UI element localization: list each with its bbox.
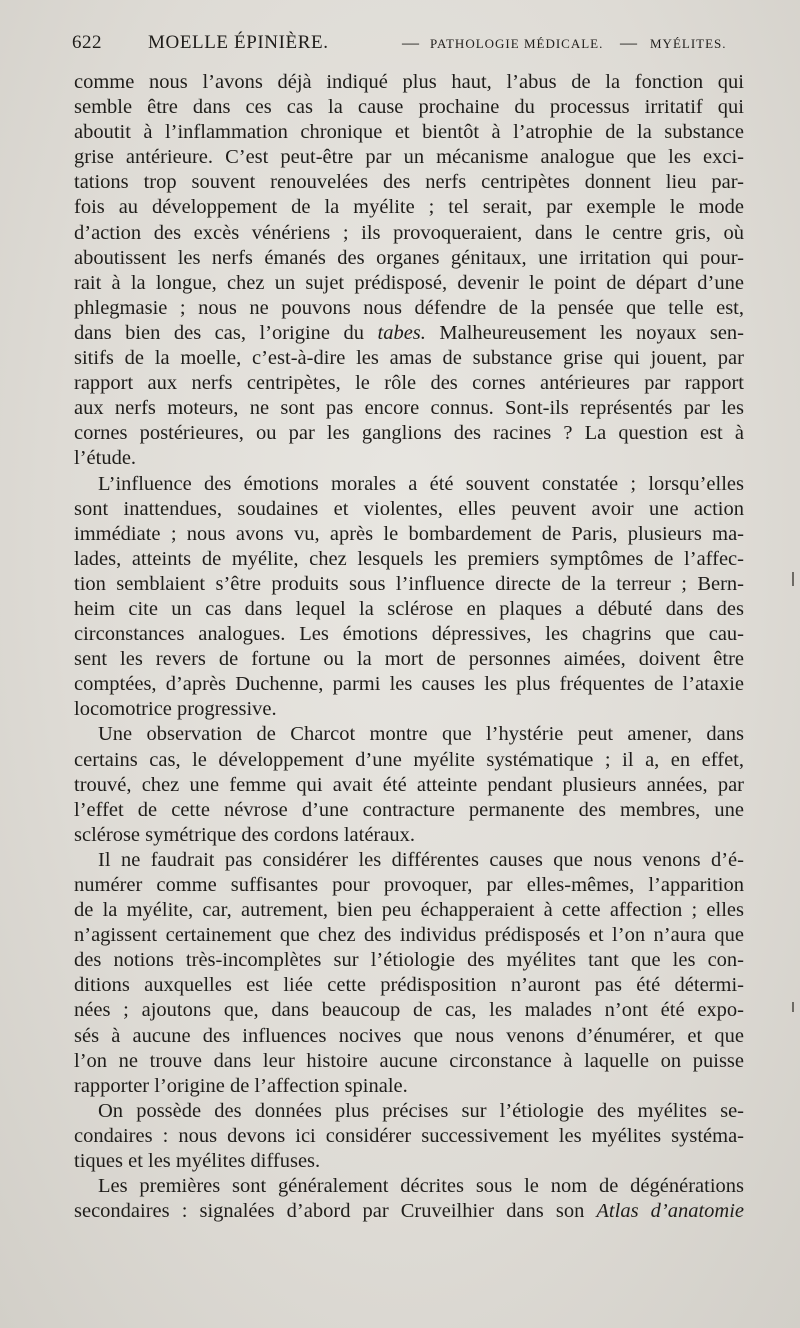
text-line: aboutissent les nerfs émanés des organes génitaux, une irritation qui pour- xyxy=(74,246,744,269)
text-line: nées ; ajoutons que, dans beaucoup de cas, les malades n’ont été expo- xyxy=(74,999,744,1022)
page-number: 622 xyxy=(72,32,102,53)
text-line: comme nous l’avons déjà indiqué plus haut, l’abus de la fonction qui xyxy=(74,71,744,93)
paragraph xyxy=(74,70,744,472)
text-line: n’agissent certainement que chez des individus prédisposés et l’on n’aura que xyxy=(74,924,744,947)
text-line: tiques et les myélites diffuses. xyxy=(74,1150,321,1173)
text-line: ditions auxquelles est liée cette prédisposition n’auront pas été détermi- xyxy=(74,974,744,997)
text-line: rapporter l’origine de l’affection spinale. xyxy=(74,1074,408,1097)
header-separator: — xyxy=(620,33,637,52)
text-line: tations trop souvent renouvelées des nerfs centripètes donnent lieu par- xyxy=(74,171,744,194)
text-segment: Malheureusement les noyaux sen- xyxy=(425,321,745,344)
paragraph xyxy=(74,848,744,1099)
text-segment: dans bien des cas, l’origine du xyxy=(74,321,378,344)
text-line: l’effet de cette névrose d’une contracture permanente des membres, une xyxy=(74,798,744,821)
text-line: trouvé, chez une femme qui avait été atteinte pendant plusieurs années, par xyxy=(74,773,744,796)
text-line: sclérose symétrique des cordons latéraux. xyxy=(74,823,415,846)
running-header xyxy=(72,32,762,58)
text-line: fois au développement de la myélite ; tel serait, par exemple le mode xyxy=(74,196,744,219)
text-line: Il ne faudrait pas considérer les différentes causes que nous venons d’é- xyxy=(98,848,744,871)
text-line: lades, atteints de myélite, chez lesquels les premiers symptômes de l’affec- xyxy=(74,547,744,570)
italic-term: Atlas d’anatomie xyxy=(596,1200,744,1223)
paragraph xyxy=(74,722,744,847)
text-line: de la myélite, car, autrement, bien peu échapperaient à cette affection ; elles xyxy=(74,899,744,922)
running-title: MOELLE ÉPINIÈRE. xyxy=(148,32,329,53)
text-line: sont inattendues, soudaines et violentes, elles peuvent avoir une action xyxy=(74,497,744,520)
text-line xyxy=(74,1199,744,1224)
paragraph xyxy=(74,472,744,723)
text-line: grise antérieure. C’est peut-être par un mécanisme analogue que les exci- xyxy=(74,146,744,169)
margin-mark xyxy=(792,572,794,586)
text-line: sent les revers de fortune ou la mort de personnes aimées, doivent être xyxy=(74,648,744,671)
text-line: Une observation de Charcot montre que l’hystérie peut amener, dans xyxy=(98,723,744,746)
italic-term: tabes. xyxy=(377,321,426,344)
header-separator: — xyxy=(402,33,419,52)
text-line: condaires : nous devons ici considérer successivement les myélites systéma- xyxy=(74,1124,744,1147)
text-line: numérer comme suffisantes pour provoquer, par elles-mêmes, l’apparition xyxy=(74,874,744,896)
text-line: sitifs de la moelle, c’est-à-dire les amas de substance grise qui jouent, par xyxy=(74,347,744,370)
text-line: rait à la longue, chez un sujet prédisposé, devenir le point de départ d’une xyxy=(74,271,744,294)
text-line: sés à aucune des influences nocives que nous venons d’énumérer, et que xyxy=(74,1024,744,1047)
text-line: locomotrice progressive. xyxy=(74,698,277,721)
running-section: PATHOLOGIE MÉDICALE. xyxy=(430,36,604,51)
text-line: heim cite un cas dans lequel la sclérose en plaques a débuté dans des xyxy=(74,597,744,620)
text-line: des notions très-incomplètes sur l’étiologie des myélites tant que les con- xyxy=(74,949,744,972)
running-subsection: MYÉLITES. xyxy=(650,36,727,51)
text-line: l’on ne trouve dans leur histoire aucune circonstance à laquelle on puisse xyxy=(74,1049,744,1072)
margin-mark xyxy=(792,1002,794,1012)
text-line: tion semblaient s’être produits sous l’influence directe de la terreur ; Bern- xyxy=(74,572,744,595)
text-line: d’action des excès vénériens ; ils provoqueraient, dans le centre gris, où xyxy=(74,221,744,244)
text-line: L’influence des émotions morales a été souvent constatée ; lorsqu’elles xyxy=(98,472,744,495)
body-text xyxy=(74,70,744,1224)
text-line: comptées, d’après Duchenne, parmi les causes les plus fréquentes de l’ataxie xyxy=(74,673,744,696)
text-line: cornes postérieures, ou par les ganglions des racines ? La question est à xyxy=(74,422,744,445)
text-line: certains cas, le développement d’une myélite systématique ; il a, en effet, xyxy=(74,748,744,771)
text-line: aux nerfs moteurs, ne sont pas encore connus. Sont-ils représentés par les xyxy=(74,397,744,420)
text-line: circonstances analogues. Les émotions dépressives, les chagrins que cau- xyxy=(74,623,744,646)
text-line: l’étude. xyxy=(74,447,137,470)
text-line: On possède des données plus précises sur l’étiologie des myélites se- xyxy=(98,1099,744,1122)
text-line: rapport aux nerfs centripètes, le rôle des cornes antérieures par rapport xyxy=(74,372,744,395)
text-line: semble être dans ces cas la cause prochaine du processus irritatif qui xyxy=(74,96,744,119)
paragraph xyxy=(74,1099,744,1174)
text-line: aboutit à l’inflammation chronique et bientôt à l’atrophie de la substance xyxy=(74,121,744,144)
text-line: phlegmasie ; nous ne pouvons nous défendre de la pensée que telle est, xyxy=(74,296,744,319)
paragraph xyxy=(74,1174,744,1224)
text-segment: secondaires : signalées d’abord par Cruveilhier dans son xyxy=(74,1200,597,1223)
text-line: immédiate ; nous avons vu, après le bombardement de Paris, plusieurs ma- xyxy=(74,522,744,545)
text-line xyxy=(74,321,744,346)
text-line: Les premières sont généralement décrites sous le nom de dégénérations xyxy=(98,1175,744,1198)
